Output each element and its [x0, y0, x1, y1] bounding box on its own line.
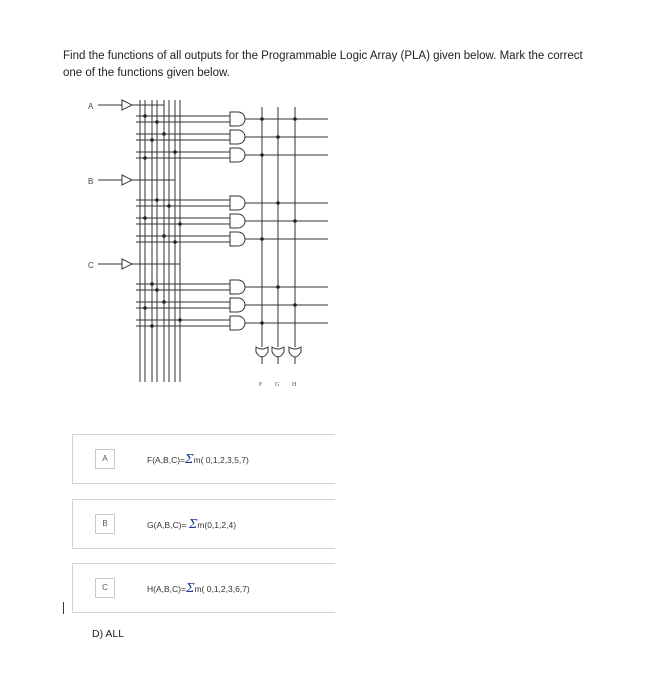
pla-diagram: [80, 92, 340, 402]
sigma-symbol: Σ: [188, 517, 198, 531]
input-label-c: C: [88, 261, 94, 270]
option-text: G(A,B,C)= Σm(0,1,2,4): [147, 517, 237, 531]
option-letter[interactable]: B: [95, 514, 115, 534]
option-text: H(A,B,C)=Σm( 0,1,2,3,6,7): [147, 581, 250, 595]
output-label-f: F: [259, 382, 263, 388]
option-c[interactable]: [72, 563, 335, 613]
question-text: Find the functions of all outputs for the Programmable Logic Array (PLA) given below. Mark the correct one of the functions given below.: [63, 50, 583, 79]
output-label-h: H: [292, 382, 297, 388]
sigma-symbol: Σ: [185, 581, 195, 595]
option-a[interactable]: [72, 434, 335, 484]
option-letter[interactable]: A: [95, 449, 115, 469]
option-b[interactable]: [72, 499, 335, 549]
option-d-all[interactable]: D) ALL: [92, 628, 125, 640]
output-label-g: G: [275, 382, 280, 388]
option-text: F(A,B,C)=Σm( 0,1,2,3,5,7): [147, 452, 249, 466]
input-label-b: B: [88, 177, 94, 186]
option-letter[interactable]: C: [95, 578, 115, 598]
text-cursor: [63, 602, 64, 614]
input-label-a: A: [88, 102, 94, 111]
sigma-symbol: Σ: [185, 452, 194, 466]
